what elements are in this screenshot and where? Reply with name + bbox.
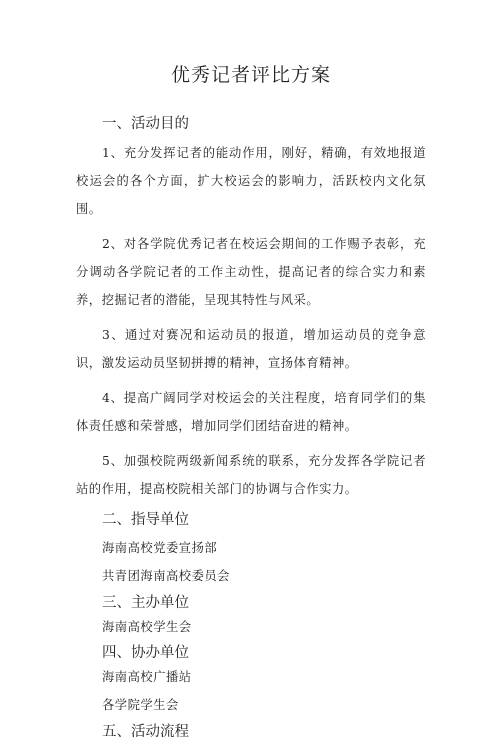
section-heading-host-unit: 三、主办单位 [102, 595, 189, 611]
purpose-paragraph-4: 4、提高广阔同学对校运会的关注程度，培育同学们的集体责任感和荣誉感，增加同学们团结奋进的精神。 [76, 391, 426, 433]
section-guiding-units [76, 510, 426, 586]
co-host-unit-2: 各学院学生会 [102, 698, 179, 712]
section-heading-activity-process: 五、活动流程 [102, 724, 189, 740]
purpose-paragraph-3: 3、通过对赛况和运动员的报道，增加运动员的竞争意识，激发运动员坚韧拼搏的精神，宣扬体育精神。 [76, 328, 426, 370]
section-purpose [76, 114, 426, 503]
guiding-unit-2: 共青团海南高校委员会 [102, 569, 230, 583]
document-title: 优秀记者评比方案 [170, 64, 331, 86]
section-co-host-units [76, 643, 426, 715]
section-heading-guiding-units: 二、指导单位 [102, 512, 189, 528]
co-host-unit-1: 海南高校广播站 [102, 670, 192, 684]
section-heading-purpose: 一、活动目的 [102, 116, 189, 132]
purpose-paragraph-2: 2、对各学院优秀记者在校运会期间的工作赐予表彰，充分调动各学院记者的工作主动性，提高记者的综合实力和素养，挖掘记者的潜能，呈现其特性与风采。 [76, 237, 426, 307]
purpose-paragraph-1: 1、充分发挥记者的能动作用，刚好，精确，有效地报道校运会的各个方面，扩大校运会的影响力，活跃校内文化氛围。 [76, 146, 426, 216]
host-unit-1: 海南高校学生会 [102, 620, 192, 634]
section-host-unit [76, 593, 426, 637]
purpose-paragraph-5: 5、加强校院两级新闻系统的联系，充分发挥各学院记者站的作用，提高校院相关部门的协调与合作实力。 [76, 454, 426, 496]
section-heading-co-host-units: 四、协办单位 [102, 645, 189, 661]
guiding-unit-1: 海南高校党委宣扬部 [102, 541, 218, 555]
section-activity-process [76, 722, 426, 742]
